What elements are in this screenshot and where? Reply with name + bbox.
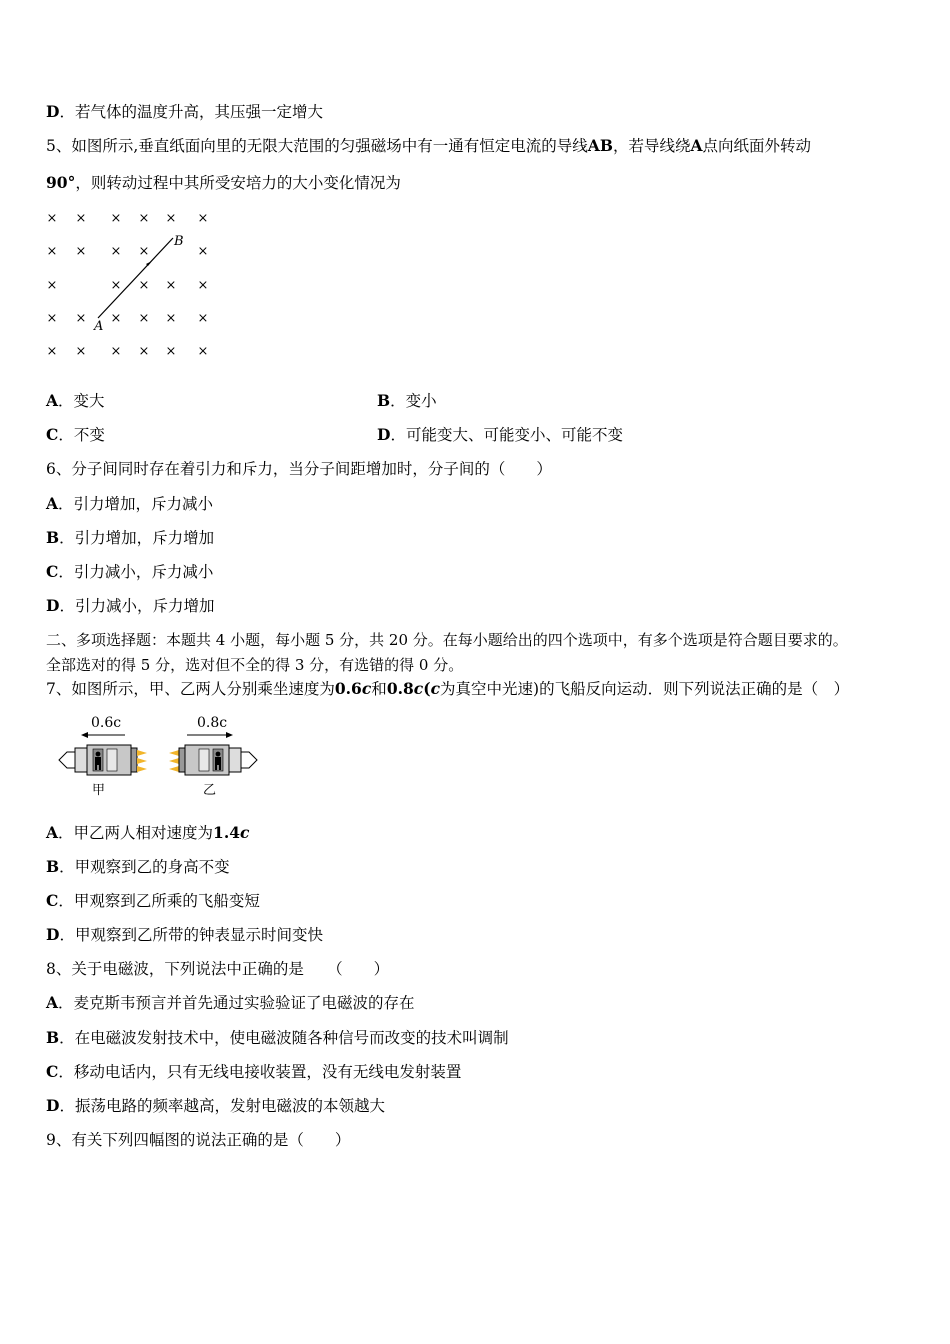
option-letter: A bbox=[46, 993, 59, 1012]
option-letter: D bbox=[46, 1096, 60, 1115]
option-letter: B bbox=[46, 528, 60, 547]
q5-stem-text-c: 点向纸面外转动 bbox=[702, 137, 811, 155]
field-marker: × bbox=[110, 278, 122, 293]
option-letter: C bbox=[46, 562, 59, 581]
q8-option-a bbox=[46, 993, 415, 1013]
option-text: ．甲乙两人相对速度为 bbox=[58, 824, 214, 842]
field-marker: × bbox=[197, 344, 209, 359]
field-marker: × bbox=[197, 278, 209, 293]
section2-heading-line2: 全部选对的得 5 分，选对但不全的得 3 分，有选错的得 0 分。 bbox=[46, 656, 464, 674]
field-marker: × bbox=[46, 311, 58, 326]
q8-option-b bbox=[46, 1028, 509, 1048]
field-marker: × bbox=[138, 344, 150, 359]
field-marker: × bbox=[197, 211, 209, 226]
option-text: ．变大 bbox=[58, 392, 105, 410]
field-markers bbox=[47, 211, 209, 359]
q7-c: c bbox=[361, 679, 372, 698]
option-text: ．甲观察到乙所带的钟表显示时间变快 bbox=[59, 926, 323, 944]
option-letter: A bbox=[46, 391, 59, 410]
field-marker: × bbox=[138, 244, 150, 259]
wire-ab bbox=[98, 238, 173, 318]
option-letter: D bbox=[46, 102, 60, 121]
option-letter: C bbox=[46, 1062, 59, 1081]
flame-icon bbox=[137, 750, 147, 772]
field-marker: × bbox=[138, 211, 150, 226]
q5-stem-line2 bbox=[46, 173, 401, 193]
q8-stem: 8、关于电磁波，下列说法中正确的是 （ ） bbox=[46, 960, 390, 978]
field-marker: × bbox=[75, 344, 87, 359]
field-marker: × bbox=[75, 244, 87, 259]
option-letter: B bbox=[377, 391, 391, 410]
option-value: 1.4 bbox=[213, 823, 241, 842]
q7-option-c bbox=[46, 891, 260, 911]
option-text: ．在电磁波发射技术中，使电磁波随各种信号而改变的技术叫调制 bbox=[59, 1029, 509, 1047]
label-jia: 甲 bbox=[92, 783, 106, 798]
q5-stem-line1 bbox=[46, 136, 811, 156]
q7-stem bbox=[46, 679, 849, 699]
q5-stem-text: 5、如图所示,垂直纸面向里的无限大范围的匀强磁场中有一通有恒定电流的导线 bbox=[46, 137, 588, 155]
option-text: ．可能变大、可能变小、可能不变 bbox=[390, 426, 623, 444]
option-text: ．变小 bbox=[390, 392, 437, 410]
field-marker: × bbox=[46, 344, 58, 359]
q4-option-d bbox=[46, 102, 323, 122]
magnetic-field-figure bbox=[40, 200, 230, 365]
field-marker: × bbox=[110, 211, 122, 226]
field-marker: × bbox=[197, 244, 209, 259]
q7-option-d bbox=[46, 925, 323, 945]
option-letter: C bbox=[46, 891, 59, 910]
field-marker: × bbox=[138, 278, 150, 293]
q7-c: c bbox=[413, 679, 424, 698]
option-letter: D bbox=[46, 925, 60, 944]
q5-stem-text-b: ，若导线绕 bbox=[612, 137, 691, 155]
q7-stem-text: 7、如图所示，甲、乙两人分别乘坐速度为 bbox=[46, 680, 335, 698]
arrow-left-icon bbox=[81, 732, 88, 738]
q5-option-a bbox=[46, 391, 105, 411]
q8-option-d bbox=[46, 1096, 385, 1116]
q7-speed-1: 0.6 bbox=[334, 679, 362, 698]
option-text: ．引力减小，斥力增加 bbox=[59, 597, 215, 615]
q6-option-a bbox=[46, 494, 213, 514]
field-marker: × bbox=[110, 344, 122, 359]
q5-stem-text-2: ，则转动过程中其所受安培力的大小变化情况为 bbox=[75, 174, 401, 192]
spaceship-left bbox=[59, 745, 147, 798]
q6-option-b bbox=[46, 528, 214, 548]
option-letter: D bbox=[377, 425, 391, 444]
label-yi: 乙 bbox=[203, 783, 217, 798]
speed-label-left: 0.6c bbox=[91, 715, 122, 731]
option-text: ．引力增加，斥力减小 bbox=[58, 495, 214, 513]
q5-wire-ab: AB bbox=[587, 136, 613, 155]
option-letter: B bbox=[46, 857, 60, 876]
field-marker: × bbox=[165, 278, 177, 293]
option-letter: A bbox=[46, 494, 59, 513]
option-letter: B bbox=[46, 1028, 60, 1047]
q7-stem-text-b: 和 bbox=[371, 680, 387, 698]
q5-angle: 90° bbox=[46, 173, 76, 192]
q5-option-b bbox=[377, 391, 437, 411]
q7-stem-text-d: 为真空中光速)的飞船反向运动．则下列说法正确的是（ ） bbox=[440, 680, 850, 698]
field-marker: × bbox=[138, 311, 150, 326]
field-marker: × bbox=[110, 244, 122, 259]
arrow-right-icon bbox=[226, 732, 233, 738]
option-c: c bbox=[240, 823, 250, 842]
q8-option-c bbox=[46, 1062, 461, 1082]
option-text: ．甲观察到乙的身高不变 bbox=[59, 858, 230, 876]
option-text: ．振荡电路的频率越高，发射电磁波的本领越大 bbox=[59, 1097, 385, 1115]
field-marker: × bbox=[165, 344, 177, 359]
option-text: ．若气体的温度升高，其压强一定增大 bbox=[59, 103, 323, 121]
field-marker: × bbox=[165, 311, 177, 326]
q7-speed-2: 0.8 bbox=[386, 679, 414, 698]
q7-c: c bbox=[430, 679, 441, 698]
spaceship-figure bbox=[55, 710, 270, 800]
q5-option-d bbox=[377, 425, 623, 445]
label-a: A bbox=[94, 319, 104, 334]
q6-stem: 6、分子间同时存在着引力和斥力，当分子间距增加时，分子间的（ ） bbox=[46, 460, 552, 478]
speed-label-right: 0.8c bbox=[197, 715, 228, 731]
section2-heading-line1: 二、多项选择题：本题共 4 小题，每小题 5 分，共 20 分。在每小题给出的四个选项中，有多个选项是符合题目要求的。 bbox=[46, 631, 848, 649]
field-marker: × bbox=[197, 311, 209, 326]
field-marker: × bbox=[110, 311, 122, 326]
q6-option-c bbox=[46, 562, 213, 582]
q7-paren: ( bbox=[423, 679, 431, 698]
field-marker: × bbox=[46, 278, 58, 293]
option-text: ．引力增加，斥力增加 bbox=[59, 529, 215, 547]
q5-point-a: A bbox=[690, 136, 703, 155]
field-marker: × bbox=[46, 211, 58, 226]
flame-icon bbox=[169, 750, 179, 772]
label-b: B bbox=[174, 234, 184, 249]
option-letter: C bbox=[46, 425, 59, 444]
option-letter: D bbox=[46, 596, 60, 615]
option-text: ．麦克斯韦预言并首先通过实验验证了电磁波的存在 bbox=[58, 994, 415, 1012]
option-text: ．甲观察到乙所乘的飞船变短 bbox=[58, 892, 260, 910]
option-text: ．引力减小，斥力减小 bbox=[58, 563, 214, 581]
field-marker: × bbox=[75, 311, 87, 326]
q6-option-d bbox=[46, 596, 214, 616]
q7-option-b bbox=[46, 857, 230, 877]
q9-stem: 9、有关下列四幅图的说法正确的是（ ） bbox=[46, 1131, 351, 1149]
option-text: ．移动电话内，只有无线电接收装置，没有无线电发射装置 bbox=[58, 1063, 462, 1081]
q5-option-c bbox=[46, 425, 105, 445]
field-marker: × bbox=[75, 211, 87, 226]
q7-option-a bbox=[46, 823, 249, 843]
spaceship-right bbox=[169, 745, 257, 798]
field-marker: × bbox=[165, 211, 177, 226]
option-letter: A bbox=[46, 823, 59, 842]
field-marker: × bbox=[46, 244, 58, 259]
option-text: ．不变 bbox=[58, 426, 105, 444]
